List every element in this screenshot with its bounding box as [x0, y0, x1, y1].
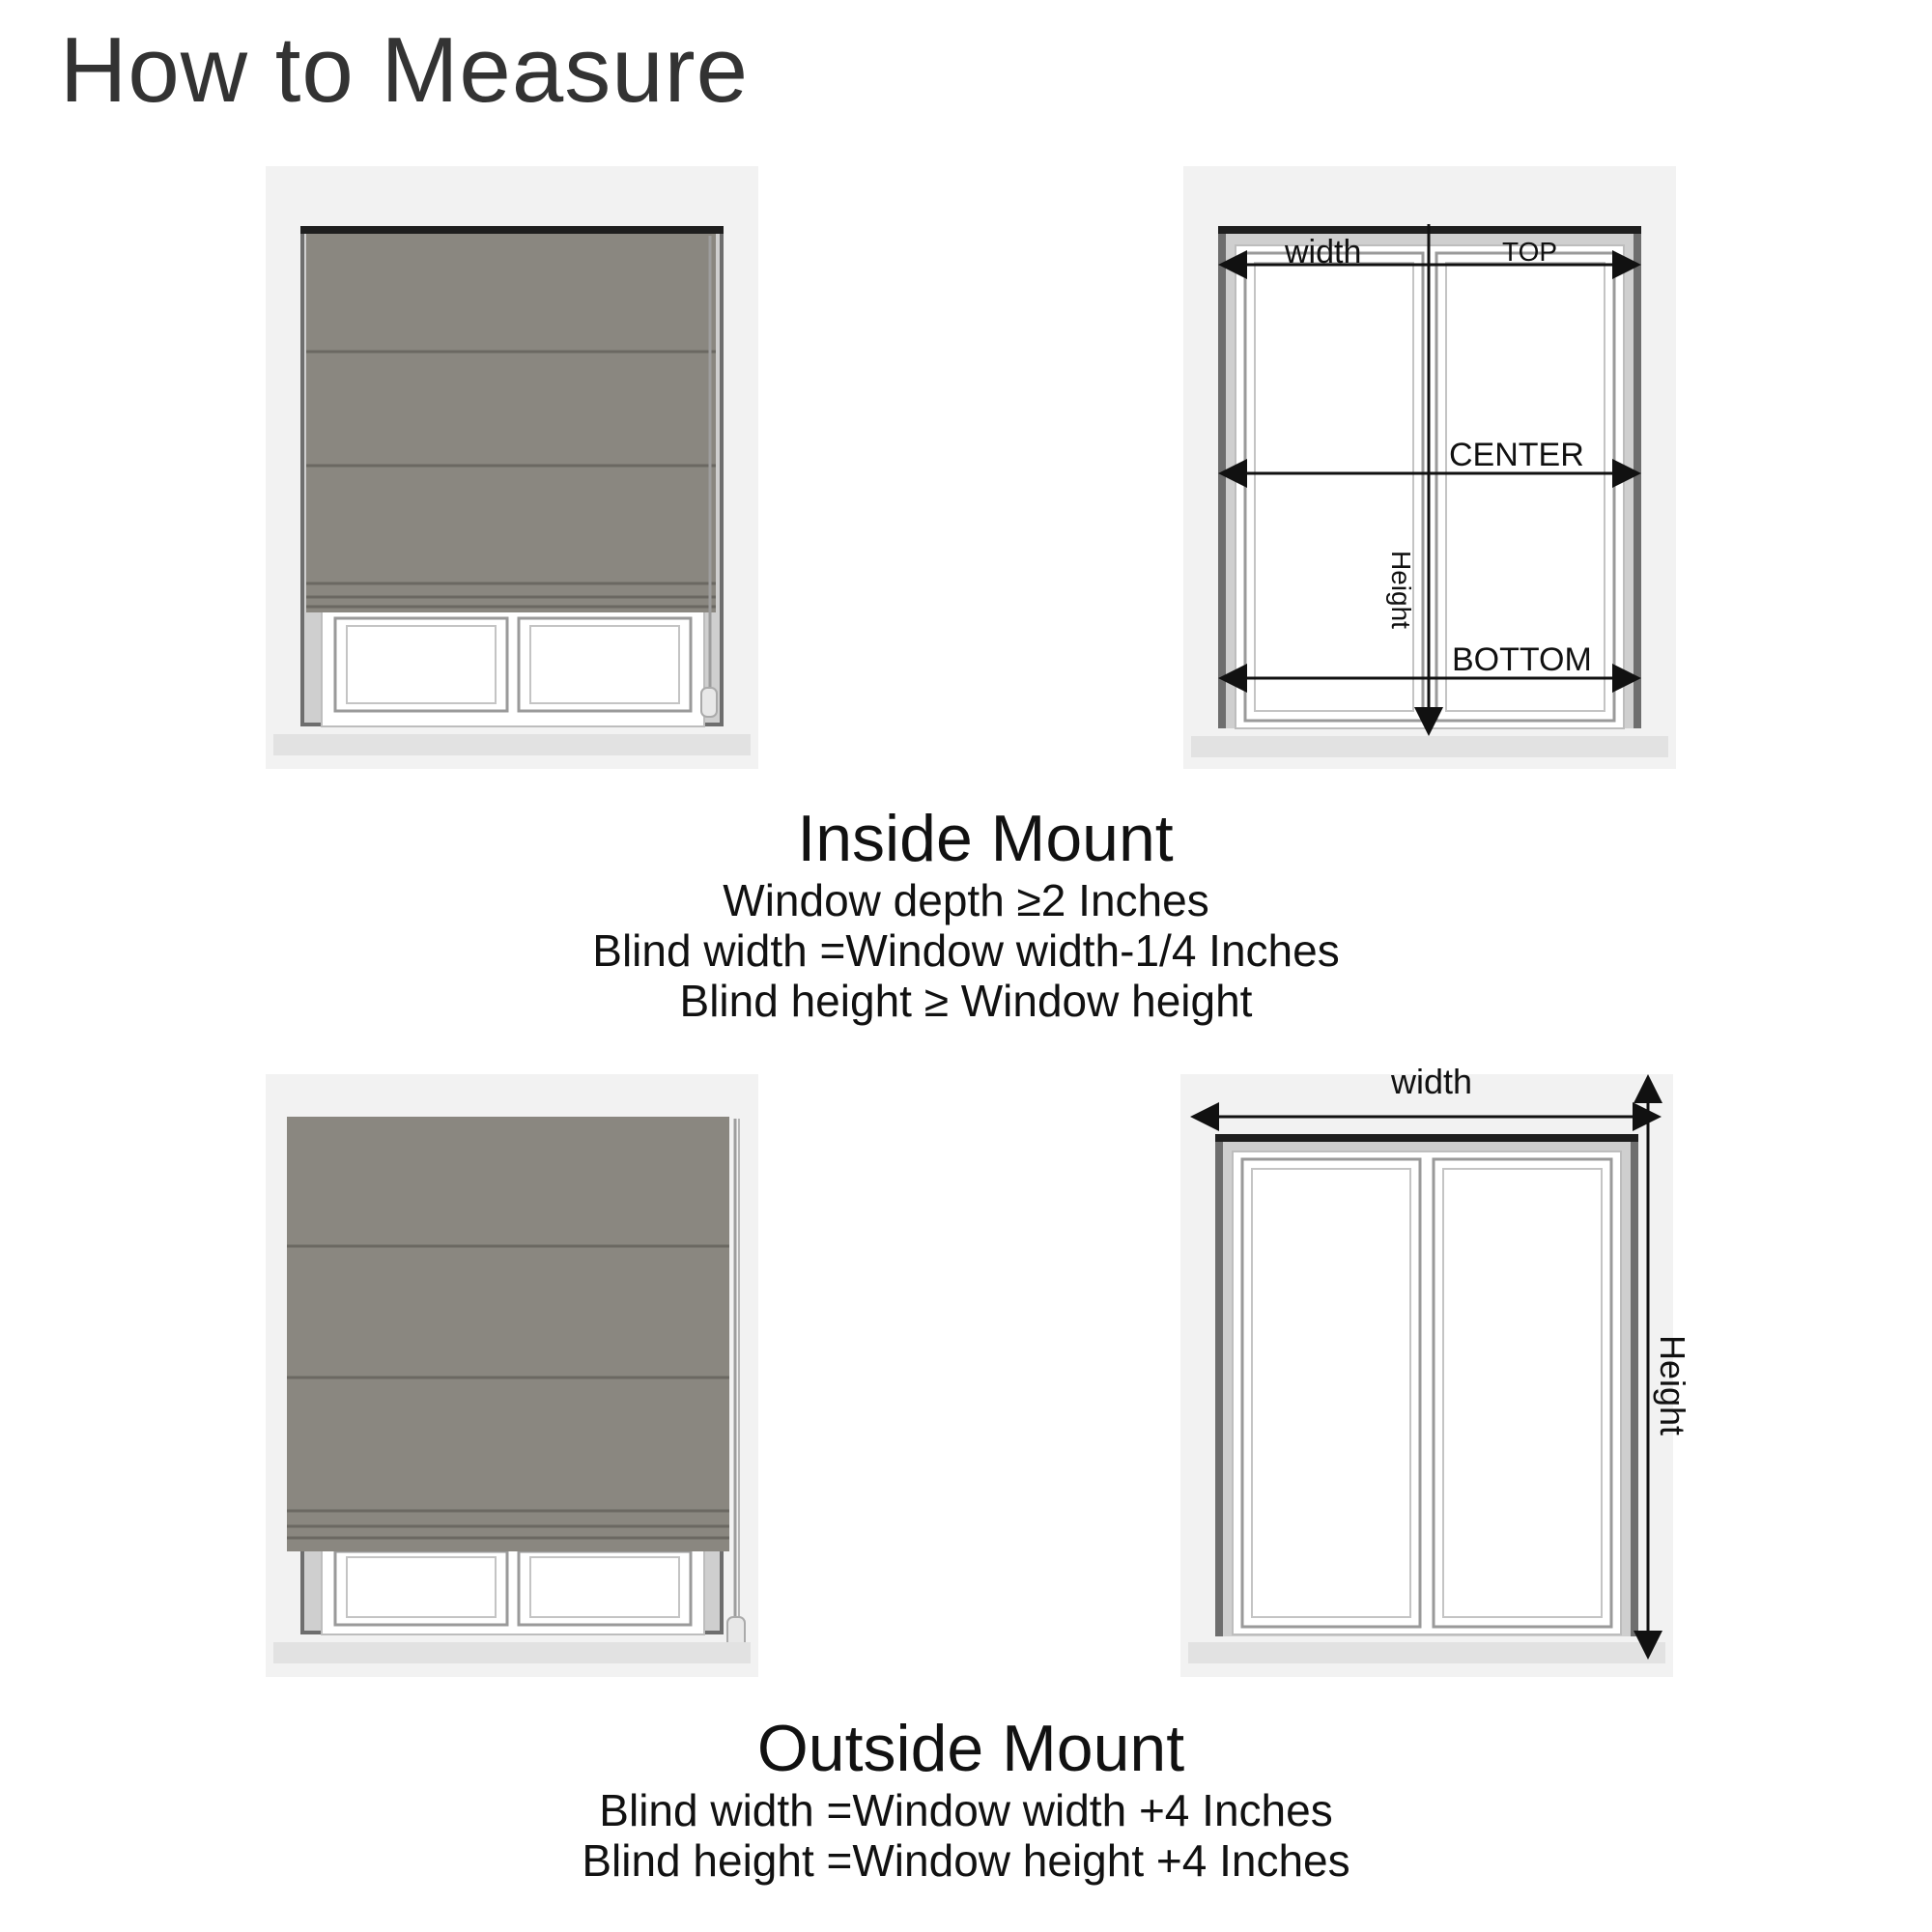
outside-mount-blind-illustration	[266, 1074, 758, 1677]
top-label: TOP	[1502, 237, 1558, 267]
roman-blind-fabric	[287, 1117, 729, 1551]
outside-mount-line: Blind width =Window width +4 Inches	[599, 1785, 1333, 1835]
inside-mount-caption	[0, 800, 1932, 1026]
page-title: How to Measure	[60, 18, 749, 122]
inside-mount-line: Window depth ≥2 Inches	[723, 875, 1209, 925]
outside-mount-heading: Outside Mount	[756, 1712, 1185, 1785]
inside-mount-blind-illustration	[266, 166, 758, 769]
inside-mount-heading: Inside Mount	[797, 802, 1174, 875]
outside-mount-line: Blind height =Window height +4 Inches	[582, 1835, 1350, 1886]
outside-mount-caption	[0, 1710, 1932, 1886]
outside-height-label: Height	[1653, 1335, 1692, 1436]
inside-mount-line: Blind height ≥ Window height	[679, 976, 1253, 1026]
width-label: width	[1285, 234, 1362, 270]
height-label: Height	[1386, 551, 1416, 629]
bottom-label: BOTTOM	[1452, 641, 1592, 678]
roman-blind-fabric	[306, 234, 716, 612]
outside-width-label: width	[1391, 1063, 1473, 1101]
outside-mount-measurement-diagram	[1180, 1063, 1692, 1681]
inside-mount-measurement-diagram	[1183, 166, 1676, 769]
center-label: CENTER	[1449, 437, 1584, 473]
inside-mount-line: Blind width =Window width-1/4 Inches	[592, 925, 1340, 976]
